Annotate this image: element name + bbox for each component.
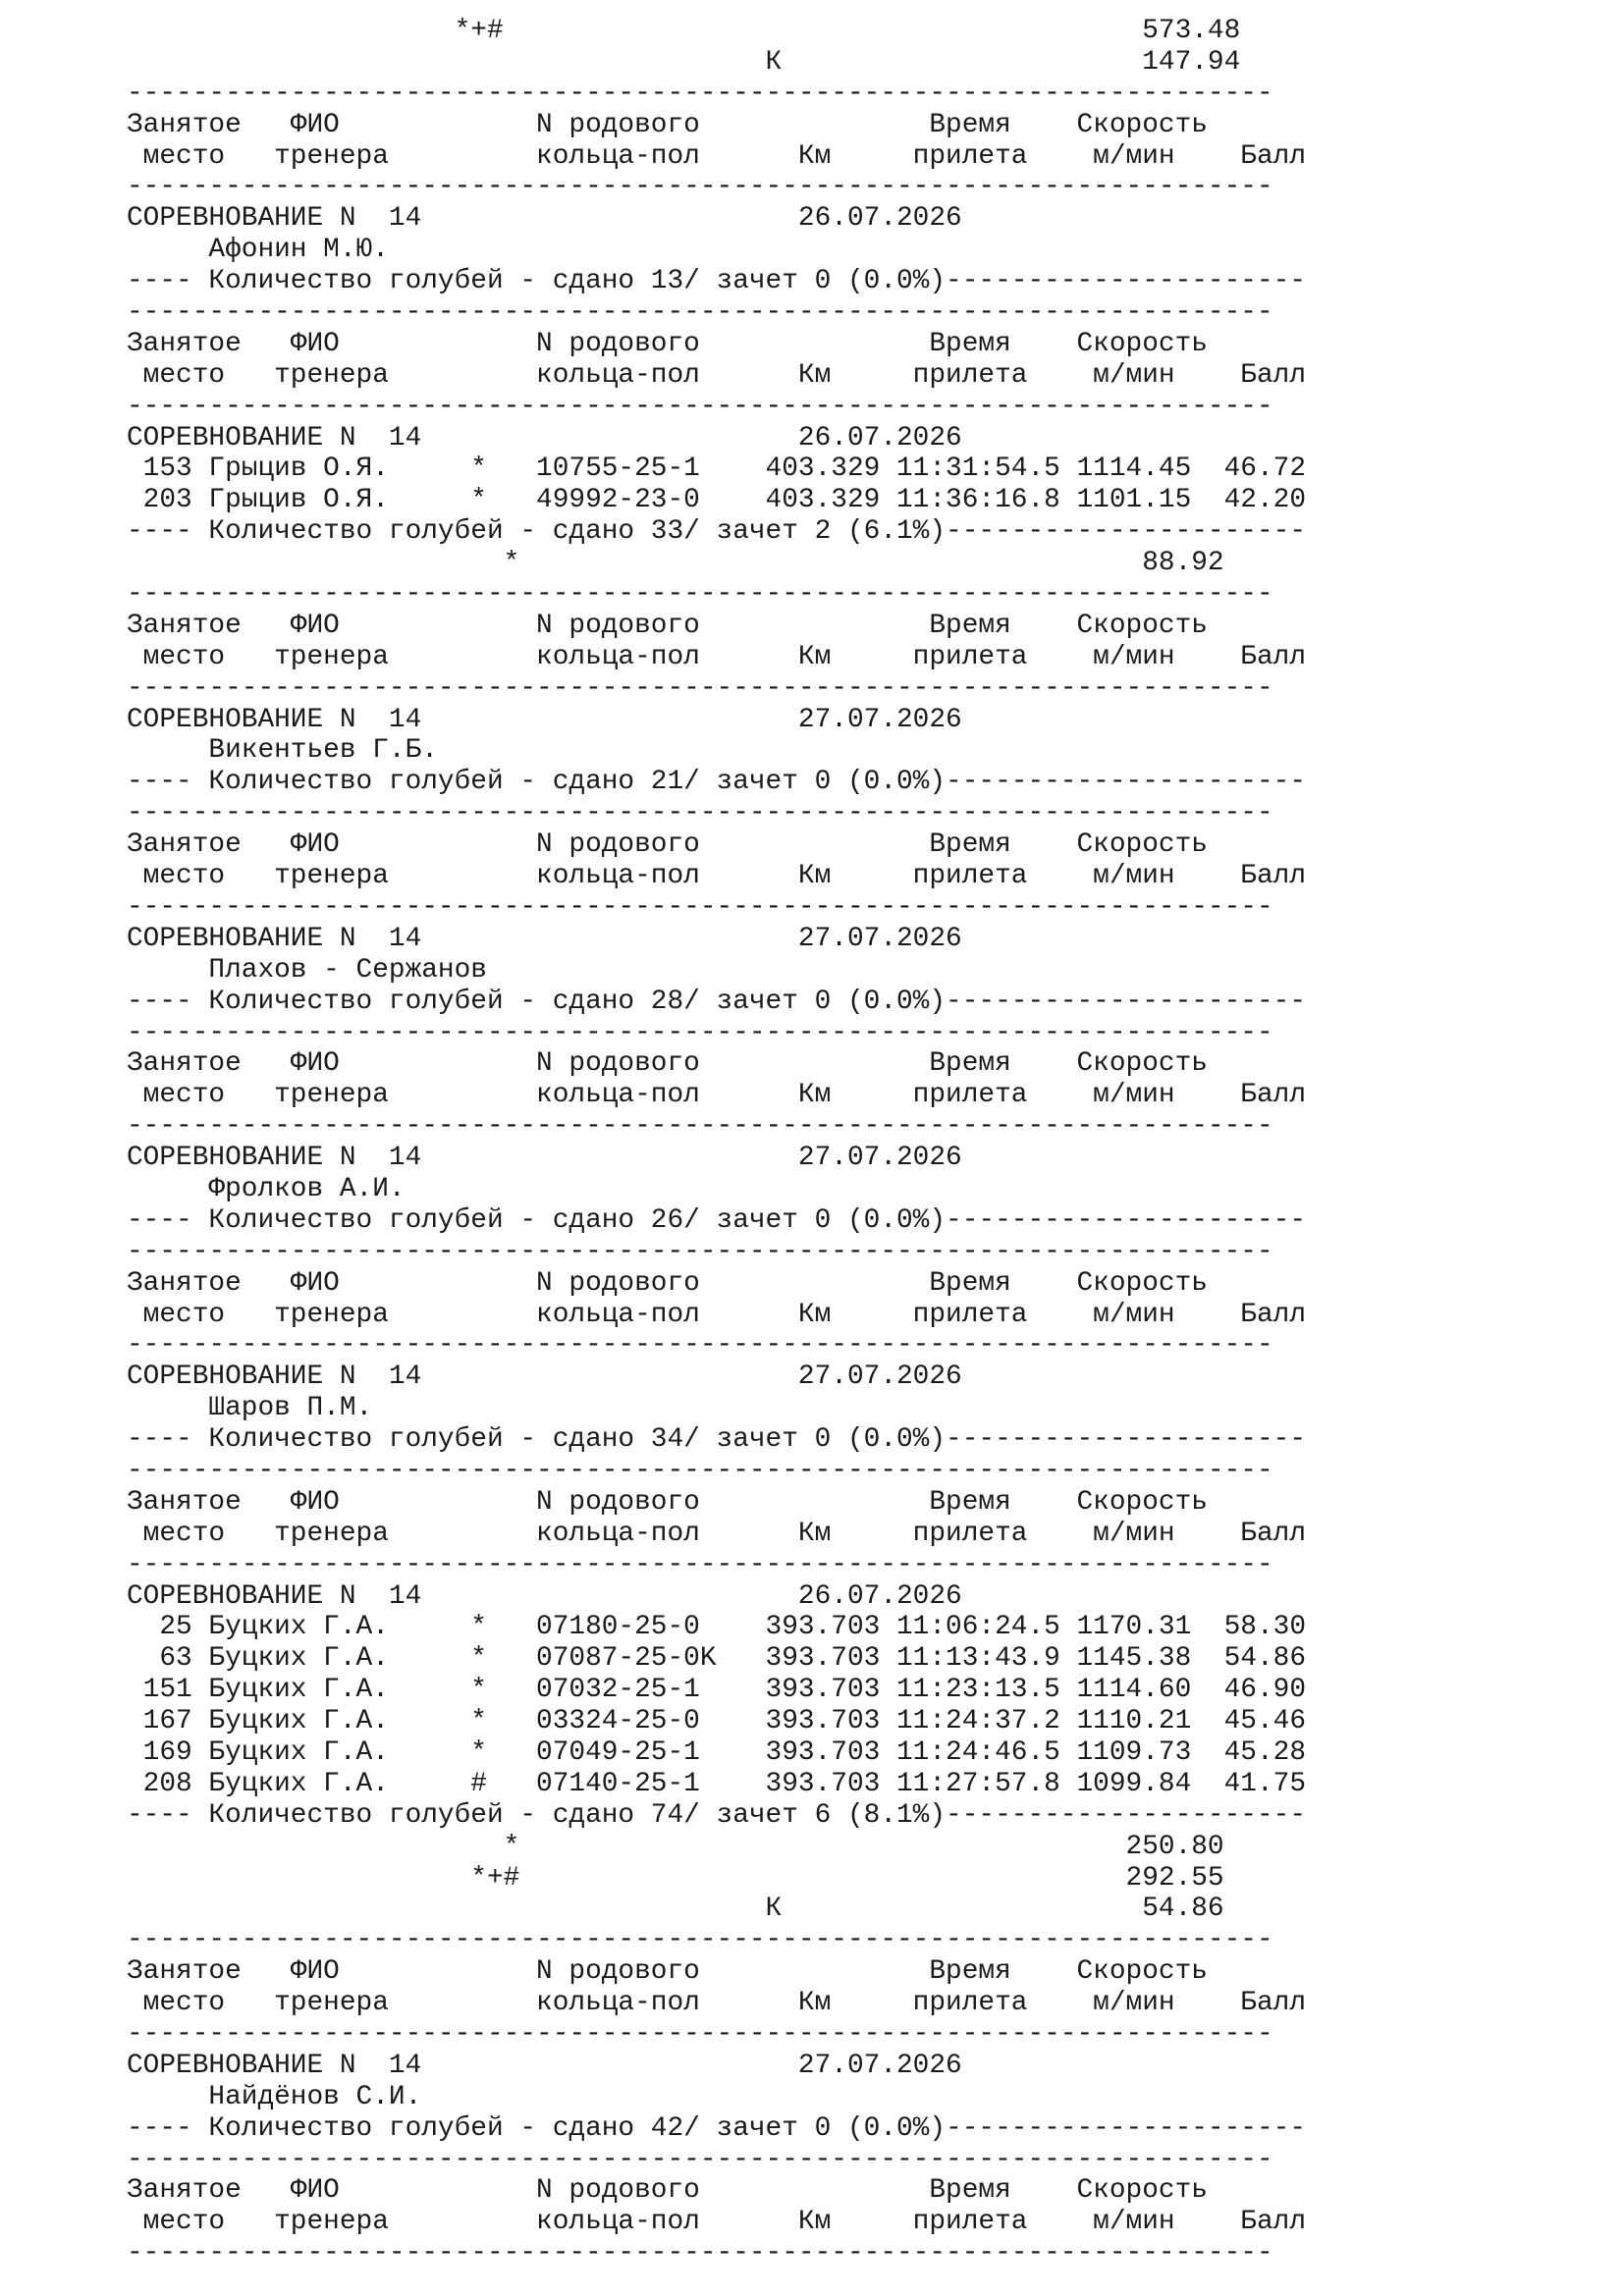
column-header-row: место тренера кольца-пол Км прилета м/мин Балл <box>127 861 1307 892</box>
trainer-name: Найдёнов С.И. <box>127 2081 422 2112</box>
column-header-row: Занятое ФИО N родового Время Скорость <box>127 1048 1208 1080</box>
competition-header: СОРЕВНОВАНИЕ N 14 27.07.2026 <box>127 923 962 954</box>
result-row: 169 Буцких Г.А. * 07049-25-1 393.703 11:24:46.5 1109.73 45.28 <box>127 1736 1307 1768</box>
competition-header: СОРЕВНОВАНИЕ N 14 26.07.2026 <box>127 203 962 235</box>
column-header-row: Занятое ФИО N родового Время Скорость <box>127 328 1208 359</box>
separator-line: ---------------------------------------------------------------------- <box>127 2144 1273 2175</box>
competition-header: СОРЕВНОВАНИЕ N 14 27.07.2026 <box>127 704 962 735</box>
pigeon-count-summary: ---- Количество голубей - сдано 33/ зачет 2 (6.1%)---------------------- <box>127 516 1307 548</box>
result-row: 208 Буцких Г.А. # 07140-25-1 393.703 11:27:57.8 1099.84 41.75 <box>127 1768 1307 1799</box>
separator-line: ---------------------------------------------------------------------- <box>127 2019 1273 2050</box>
score-total-line: К 147.94 <box>127 46 1241 78</box>
column-header-row: Занятое ФИО N родового Время Скорость <box>127 1486 1208 1518</box>
pigeon-count-summary: ---- Количество голубей - сдано 42/ зачет 0 (0.0%)---------------------- <box>127 2112 1307 2144</box>
separator-line: ---------------------------------------------------------------------- <box>127 798 1273 829</box>
result-row: 151 Буцких Г.А. * 07032-25-1 393.703 11:23:13.5 1114.60 46.90 <box>127 1675 1307 1706</box>
result-row: 25 Буцких Г.А. * 07180-25-0 393.703 11:06:24.5 1170.31 58.30 <box>127 1612 1307 1643</box>
column-header-row: Занятое ФИО N родового Время Скорость <box>127 1956 1208 1988</box>
separator-line: ---------------------------------------------------------------------- <box>127 78 1273 109</box>
pigeon-count-summary: ---- Количество голубей - сдано 13/ зачет 0 (0.0%)---------------------- <box>127 266 1307 297</box>
result-row: 167 Буцких Г.А. * 03324-25-0 393.703 11:24:37.2 1110.21 45.46 <box>127 1706 1307 1737</box>
race-results-printout <box>127 16 1306 2269</box>
competition-header: СОРЕВНОВАНИЕ N 14 27.07.2026 <box>127 2050 962 2081</box>
score-total-line: *+# 292.55 <box>127 1862 1224 1894</box>
trainer-name: Фролков А.И. <box>127 1173 406 1204</box>
separator-line: ---------------------------------------------------------------------- <box>127 672 1273 704</box>
pigeon-count-summary: ---- Количество голубей - сдано 26/ зачет 0 (0.0%)---------------------- <box>127 1204 1307 1236</box>
trainer-name: Викентьев Г.Б. <box>127 735 438 767</box>
score-total-line: *+# 573.48 <box>127 16 1241 46</box>
separator-line: ---------------------------------------------------------------------- <box>127 1455 1273 1486</box>
separator-line: ---------------------------------------------------------------------- <box>127 579 1273 611</box>
score-total-line: * 250.80 <box>127 1831 1224 1862</box>
column-header-row: Занятое ФИО N родового Время Скорость <box>127 2175 1208 2207</box>
column-header-row: место тренера кольца-пол Км прилета м/мин Балл <box>127 140 1307 172</box>
competition-header: СОРЕВНОВАНИЕ N 14 27.07.2026 <box>127 1362 962 1393</box>
pigeon-count-summary: ---- Количество голубей - сдано 74/ зачет 6 (8.1%)---------------------- <box>127 1799 1307 1831</box>
result-row: 203 Грыцив О.Я. * 49992-23-0 403.329 11:36:16.8 1101.15 42.20 <box>127 485 1307 516</box>
column-header-row: место тренера кольца-пол Км прилета м/мин Балл <box>127 359 1307 391</box>
column-header-row: место тренера кольца-пол Км прилета м/мин Балл <box>127 1988 1307 2019</box>
competition-header: СОРЕВНОВАНИЕ N 14 26.07.2026 <box>127 422 962 454</box>
column-header-row: место тренера кольца-пол Км прилета м/мин Балл <box>127 2207 1307 2238</box>
column-header-row: место тренера кольца-пол Км прилета м/мин Балл <box>127 641 1307 672</box>
score-total-line: К 54.86 <box>127 1894 1224 1925</box>
result-row: 153 Грыцив О.Я. * 10755-25-1 403.329 11:31:54.5 1114.45 46.72 <box>127 454 1307 485</box>
pigeon-count-summary: ---- Количество голубей - сдано 34/ зачет 0 (0.0%)---------------------- <box>127 1424 1307 1456</box>
trainer-name: Афонин М.Ю. <box>127 235 389 266</box>
column-header-row: Занятое ФИО N родового Время Скорость <box>127 829 1208 861</box>
separator-line: ---------------------------------------------------------------------- <box>127 1111 1273 1143</box>
separator-line: ---------------------------------------------------------------------- <box>127 891 1273 923</box>
pigeon-count-summary: ---- Количество голубей - сдано 21/ зачет 0 (0.0%)---------------------- <box>127 767 1307 798</box>
pigeon-count-summary: ---- Количество голубей - сдано 28/ зачет 0 (0.0%)---------------------- <box>127 986 1307 1017</box>
separator-line: ---------------------------------------------------------------------- <box>127 1017 1273 1048</box>
separator-line: ---------------------------------------------------------------------- <box>127 1330 1273 1362</box>
separator-line: ---------------------------------------------------------------------- <box>127 1549 1273 1580</box>
trainer-name: Плахов - Сержанов <box>127 954 487 986</box>
score-total-line: * 88.92 <box>127 548 1224 579</box>
column-header-row: Занятое ФИО N родового Время Скорость <box>127 1267 1208 1299</box>
separator-line: ---------------------------------------------------------------------- <box>127 1236 1273 1267</box>
separator-line: ---------------------------------------------------------------------- <box>127 391 1273 422</box>
column-header-row: место тренера кольца-пол Км прилета м/мин Балл <box>127 1518 1307 1549</box>
column-header-row: Занятое ФИО N родового Время Скорость <box>127 610 1208 641</box>
trainer-name: Шаров П.М. <box>127 1393 373 1424</box>
separator-line: ---------------------------------------------------------------------- <box>127 172 1273 203</box>
column-header-row: место тренера кольца-пол Км прилета м/мин Балл <box>127 1299 1307 1330</box>
competition-header: СОРЕВНОВАНИЕ N 14 26.07.2026 <box>127 1580 962 1612</box>
column-header-row: Занятое ФИО N родового Время Скорость <box>127 109 1208 140</box>
separator-line: ---------------------------------------------------------------------- <box>127 2238 1273 2269</box>
separator-line: ---------------------------------------------------------------------- <box>127 1925 1273 1956</box>
separator-line: ---------------------------------------------------------------------- <box>127 297 1273 329</box>
result-row: 63 Буцких Г.А. * 07087-25-0K 393.703 11:13:43.9 1145.38 54.86 <box>127 1643 1307 1675</box>
competition-header: СОРЕВНОВАНИЕ N 14 27.07.2026 <box>127 1143 962 1174</box>
column-header-row: место тренера кольца-пол Км прилета м/мин Балл <box>127 1080 1307 1111</box>
